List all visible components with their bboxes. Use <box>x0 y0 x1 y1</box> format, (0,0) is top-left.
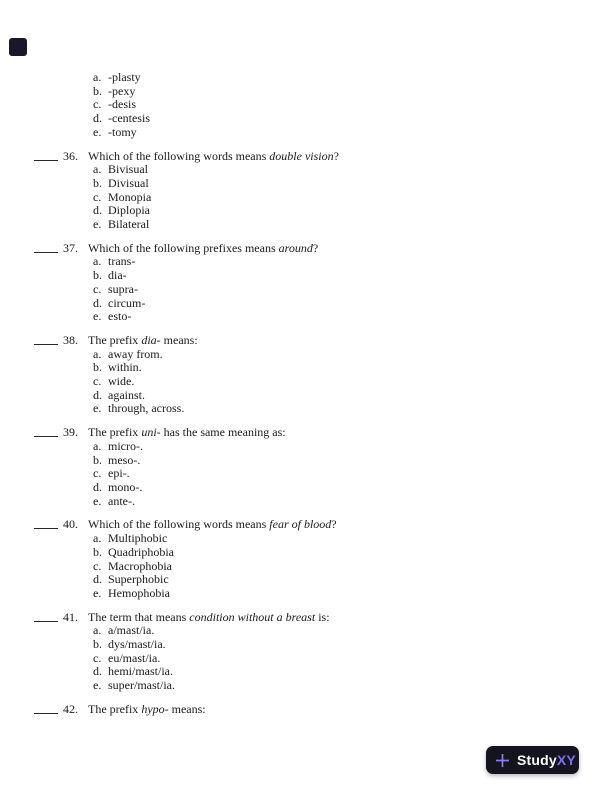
question-block <box>0 426 612 508</box>
option-text: -pexy <box>108 83 136 98</box>
option-text: circum- <box>108 295 146 310</box>
option-text: -centesis <box>108 111 150 126</box>
plus-icon <box>495 753 510 768</box>
question-list-region <box>0 71 612 717</box>
option-text: against. <box>108 387 145 402</box>
question-row <box>0 611 612 625</box>
question-block <box>0 518 612 600</box>
option-letter: c. <box>93 97 102 112</box>
option-row <box>0 255 612 269</box>
question-block <box>0 611 612 693</box>
option-letter: d. <box>93 203 102 218</box>
question-row <box>0 426 612 440</box>
option-row <box>0 587 612 601</box>
option-row <box>0 375 612 389</box>
option-letter: c. <box>93 281 102 296</box>
question-options <box>0 163 612 232</box>
option-text: dys/mast/ia. <box>108 637 166 652</box>
option-text: -desis <box>108 97 136 112</box>
question-text: Which of the following words means double vision? <box>88 148 339 163</box>
option-row <box>0 467 612 481</box>
brand-name-primary: Study <box>517 752 557 768</box>
option-letter: e. <box>93 493 102 508</box>
option-text: micro-. <box>108 438 143 453</box>
question-block <box>0 242 612 324</box>
option-text: super/mast/ia. <box>108 678 175 693</box>
question-text: The prefix hypo- means: <box>88 701 206 716</box>
question-row <box>0 703 612 717</box>
option-letter: c. <box>93 374 102 389</box>
option-text: meso-. <box>108 452 141 467</box>
option-letter: c. <box>93 466 102 481</box>
option-text: Hemophobia <box>108 585 170 600</box>
question-text: The prefix uni- has the same meaning as: <box>88 425 286 440</box>
answer-blank <box>34 342 58 345</box>
question-options <box>0 440 612 509</box>
option-letter: a. <box>93 70 102 84</box>
option-text: Divisual <box>108 175 149 190</box>
option-text: Bilateral <box>108 217 150 232</box>
question-row <box>0 334 612 348</box>
option-text: eu/mast/ia. <box>108 650 161 665</box>
option-text: -tomy <box>108 124 137 139</box>
option-row <box>0 402 612 416</box>
question-block <box>0 150 612 232</box>
option-letter: b. <box>93 452 102 467</box>
option-row <box>0 573 612 587</box>
option-text: epi-. <box>108 466 130 481</box>
option-row <box>0 389 612 403</box>
question-row <box>0 242 612 256</box>
answer-blank <box>34 526 58 529</box>
option-letter: d. <box>93 387 102 402</box>
option-row <box>0 361 612 375</box>
option-text: within. <box>108 360 142 375</box>
question-text: Which of the following words means fear of blood? <box>88 517 337 532</box>
option-letter: d. <box>93 664 102 679</box>
option-letter: a. <box>93 438 102 453</box>
option-text: dia- <box>108 268 127 283</box>
option-letter: e. <box>93 678 102 693</box>
option-text: Quadriphobia <box>108 544 174 559</box>
answer-blank <box>34 434 58 437</box>
option-row <box>0 71 612 85</box>
option-text: through, across. <box>108 401 185 416</box>
option-letter: b. <box>93 268 102 283</box>
question-list <box>0 150 612 717</box>
question-row <box>0 150 612 164</box>
option-text: Multiphobic <box>108 531 168 546</box>
option-letter: b. <box>93 360 102 375</box>
corner-logo-mark <box>9 38 27 56</box>
answer-blank <box>34 250 58 253</box>
option-letter: a. <box>93 531 102 546</box>
option-text: mono-. <box>108 479 143 494</box>
brand-name-secondary: XY <box>556 752 576 768</box>
option-text: wide. <box>108 374 135 389</box>
option-text: away from. <box>108 346 163 361</box>
question-number: 41. <box>63 609 78 624</box>
option-row <box>0 283 612 297</box>
option-letter: d. <box>93 295 102 310</box>
option-text: Macrophobia <box>108 558 172 573</box>
option-letter: e. <box>93 401 102 416</box>
option-text: ante-. <box>108 493 135 508</box>
option-row <box>0 177 612 191</box>
option-row <box>0 638 612 652</box>
option-letter: a. <box>93 162 102 177</box>
option-text: trans- <box>108 254 136 269</box>
option-row <box>0 163 612 177</box>
question-number: 42. <box>63 701 78 716</box>
question-row <box>0 518 612 532</box>
option-letter: c. <box>93 189 102 204</box>
option-row <box>0 204 612 218</box>
option-row <box>0 440 612 454</box>
option-letter: d. <box>93 111 102 126</box>
option-row <box>0 310 612 324</box>
option-row <box>0 191 612 205</box>
option-text: Bivisual <box>108 162 149 177</box>
question-number: 37. <box>63 240 78 255</box>
question-text: The term that means condition without a breast is: <box>88 609 330 624</box>
option-letter: e. <box>93 217 102 232</box>
option-row <box>0 454 612 468</box>
option-row <box>0 679 612 693</box>
option-text: hemi/mast/ia. <box>108 664 173 679</box>
option-letter: d. <box>93 479 102 494</box>
question-options <box>0 348 612 417</box>
option-row <box>0 297 612 311</box>
option-letter: c. <box>93 650 102 665</box>
question-number: 40. <box>63 517 78 532</box>
option-text: supra- <box>108 281 138 296</box>
answer-blank <box>34 619 58 622</box>
option-letter: b. <box>93 175 102 190</box>
option-text: esto- <box>108 309 132 324</box>
option-row <box>0 495 612 509</box>
option-row <box>0 348 612 362</box>
option-letter: a. <box>93 254 102 269</box>
question-text: The prefix dia- means: <box>88 332 198 347</box>
option-row <box>0 112 612 126</box>
option-letter: b. <box>93 83 102 98</box>
question-number: 36. <box>63 148 78 163</box>
continuation-options <box>0 71 612 140</box>
option-row <box>0 532 612 546</box>
option-letter: c. <box>93 558 102 573</box>
option-letter: b. <box>93 637 102 652</box>
option-row <box>0 269 612 283</box>
option-letter: a. <box>93 623 102 638</box>
option-letter: d. <box>93 572 102 587</box>
question-number: 39. <box>63 425 78 440</box>
option-row <box>0 546 612 560</box>
option-row <box>0 665 612 679</box>
option-text: Monopia <box>108 189 152 204</box>
question-options <box>0 624 612 693</box>
question-block <box>0 334 612 416</box>
question-options <box>0 255 612 324</box>
answer-blank <box>34 158 58 161</box>
option-letter: a. <box>93 346 102 361</box>
option-text: a/mast/ia. <box>108 623 155 638</box>
option-row <box>0 481 612 495</box>
option-row <box>0 85 612 99</box>
question-block <box>0 703 612 717</box>
option-row <box>0 652 612 666</box>
option-row <box>0 560 612 574</box>
question-number: 38. <box>63 332 78 347</box>
option-letter: e. <box>93 124 102 139</box>
option-row <box>0 126 612 140</box>
studyxy-badge <box>486 746 579 774</box>
option-text: Diplopia <box>108 203 150 218</box>
option-letter: e. <box>93 309 102 324</box>
option-text: Superphobic <box>108 572 169 587</box>
answer-blank <box>34 711 58 714</box>
question-text: Which of the following prefixes means around? <box>88 240 319 255</box>
option-row <box>0 218 612 232</box>
question-options <box>0 532 612 601</box>
option-letter: e. <box>93 585 102 600</box>
option-letter: b. <box>93 544 102 559</box>
option-row <box>0 624 612 638</box>
option-row <box>0 98 612 112</box>
option-text: -plasty <box>108 70 141 84</box>
